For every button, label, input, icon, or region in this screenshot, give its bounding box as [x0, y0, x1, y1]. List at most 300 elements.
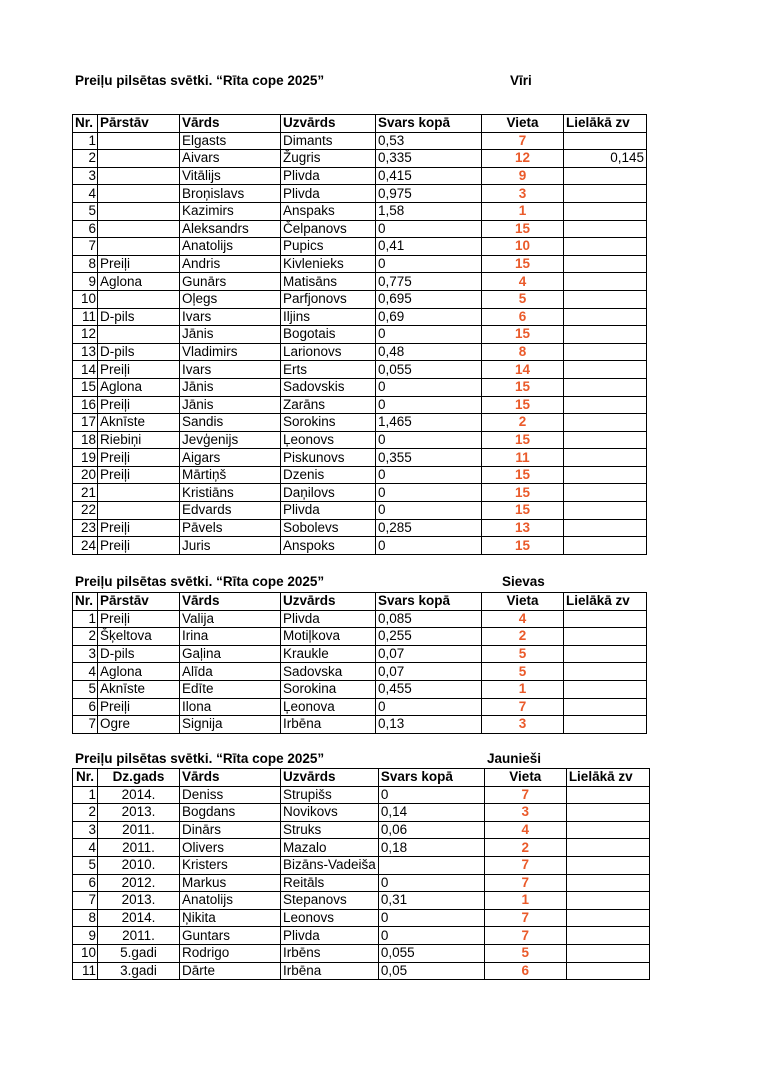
cell-weight: 0	[378, 909, 484, 927]
cell-birth-year: 2010.	[98, 856, 180, 874]
cell-surname: Struks	[281, 821, 379, 839]
cell-name: Anatolijs	[180, 238, 281, 256]
cell-name: Andris	[180, 255, 281, 273]
cell-place: 15	[482, 326, 564, 344]
cell-weight: 0	[378, 927, 484, 945]
cell-place: 6	[484, 962, 566, 980]
header-name: Vārds	[180, 115, 281, 133]
cell-place: 3	[484, 804, 566, 822]
header-surname: Uzvārds	[281, 593, 376, 611]
men-section-header	[75, 73, 715, 91]
table-row	[73, 804, 650, 822]
cell-surname: Irbēns	[281, 944, 379, 962]
cell-biggest	[566, 874, 649, 892]
cell-birth-year: 2011.	[98, 927, 180, 945]
cell-nr: 2	[73, 150, 98, 168]
cell-place: 1	[484, 892, 566, 910]
header-place: Vieta	[482, 115, 564, 133]
table-row	[73, 821, 650, 839]
cell-surname: Sadovskis	[281, 378, 376, 396]
cell-biggest	[564, 308, 647, 326]
cell-name: Dārte	[180, 962, 281, 980]
cell-place: 2	[482, 414, 564, 432]
cell-place: 5	[484, 944, 566, 962]
table-row	[73, 502, 647, 520]
cell-name: Jānis	[180, 396, 281, 414]
cell-from: Preiļi	[98, 449, 180, 467]
cell-biggest	[566, 909, 649, 927]
cell-nr: 11	[73, 962, 98, 980]
header-nr: Nr.	[73, 593, 98, 611]
cell-nr: 7	[73, 892, 98, 910]
cell-nr: 7	[73, 716, 98, 734]
cell-weight: 0,48	[376, 343, 482, 361]
table-row	[73, 519, 647, 537]
cell-biggest	[566, 892, 649, 910]
cell-weight: 0	[376, 326, 482, 344]
cell-name: Jānis	[180, 378, 281, 396]
cell-birth-year: 2011.	[98, 821, 180, 839]
cell-place: 15	[482, 220, 564, 238]
cell-nr: 18	[73, 431, 98, 449]
cell-place: 15	[482, 396, 564, 414]
cell-nr: 5	[73, 680, 98, 698]
cell-biggest	[564, 343, 647, 361]
cell-name: Aivars	[180, 150, 281, 168]
cell-biggest	[564, 361, 647, 379]
cell-from: Aknīste	[98, 680, 180, 698]
cell-place: 12	[482, 150, 564, 168]
cell-weight: 0,69	[376, 308, 482, 326]
cell-name: Ņikita	[180, 909, 281, 927]
cell-surname: Irbēna	[281, 716, 376, 734]
cell-weight: 0,335	[376, 150, 482, 168]
cell-name: Sandis	[180, 414, 281, 432]
cell-weight: 0	[376, 537, 482, 555]
cell-surname: Erts	[281, 361, 376, 379]
cell-biggest	[564, 502, 647, 520]
cell-place: 15	[482, 537, 564, 555]
cell-surname: Anspoks	[281, 537, 376, 555]
header-birth-year: Dz.gads	[98, 769, 180, 787]
cell-nr: 10	[73, 290, 98, 308]
cell-surname: Irbēna	[281, 962, 379, 980]
cell-surname: Kivlenieks	[281, 255, 376, 273]
cell-from: Preiļi	[98, 698, 180, 716]
cell-biggest	[564, 220, 647, 238]
cell-place: 5	[482, 645, 564, 663]
cell-from: D-pils	[98, 343, 180, 361]
cell-nr: 21	[73, 484, 98, 502]
cell-surname: Daņilovs	[281, 484, 376, 502]
cell-surname: Reitāls	[281, 874, 379, 892]
men-category-label: Vīri	[510, 73, 532, 88]
cell-nr: 10	[73, 944, 98, 962]
cell-name: Aigars	[180, 449, 281, 467]
cell-birth-year: 3.gadi	[98, 962, 180, 980]
cell-name: Mārtiņš	[180, 466, 281, 484]
cell-surname: Dzenis	[281, 466, 376, 484]
cell-weight: 0	[376, 698, 482, 716]
cell-surname: Pupics	[281, 238, 376, 256]
table-row	[73, 431, 647, 449]
cell-biggest	[564, 628, 647, 646]
cell-birth-year: 5.gadi	[98, 944, 180, 962]
cell-from: Ogre	[98, 716, 180, 734]
youth-section-header	[75, 751, 715, 769]
cell-place: 8	[482, 343, 564, 361]
table-row	[73, 716, 647, 734]
table-row	[73, 378, 647, 396]
cell-name: Kristiāns	[180, 484, 281, 502]
cell-weight: 0,055	[378, 944, 484, 962]
cell-birth-year: 2014.	[98, 909, 180, 927]
cell-name: Markus	[180, 874, 281, 892]
cell-biggest	[564, 132, 647, 150]
cell-from: Šķeltova	[98, 628, 180, 646]
cell-surname: Plivda	[281, 927, 379, 945]
youth-section-title: Preiļu pilsētas svētki. “Rīta cope 2025”	[75, 751, 325, 766]
cell-surname: Sadovska	[281, 663, 376, 681]
cell-place: 1	[482, 202, 564, 220]
table-row	[73, 150, 647, 168]
cell-name: Valija	[180, 610, 281, 628]
cell-name: Deniss	[180, 786, 281, 804]
cell-name: Broņislavs	[180, 185, 281, 203]
table-row	[73, 326, 647, 344]
cell-weight: 0,415	[376, 167, 482, 185]
cell-nr: 12	[73, 326, 98, 344]
cell-surname: Stepanovs	[281, 892, 379, 910]
table-row	[73, 909, 650, 927]
cell-weight: 0,355	[376, 449, 482, 467]
cell-surname: Parfjonovs	[281, 290, 376, 308]
cell-nr: 20	[73, 466, 98, 484]
cell-weight: 0,695	[376, 290, 482, 308]
cell-from	[98, 290, 180, 308]
cell-name: Alīda	[180, 663, 281, 681]
table-row	[73, 839, 650, 857]
cell-name: Jevģenijs	[180, 431, 281, 449]
cell-name: Elgasts	[180, 132, 281, 150]
cell-place: 15	[482, 431, 564, 449]
cell-biggest	[566, 821, 649, 839]
cell-surname: Ļeonovs	[281, 431, 376, 449]
cell-name: Edīte	[180, 680, 281, 698]
cell-name: Olivers	[180, 839, 281, 857]
header-nr: Nr.	[73, 115, 98, 133]
cell-biggest	[564, 610, 647, 628]
cell-place: 2	[484, 839, 566, 857]
cell-place: 10	[482, 238, 564, 256]
cell-surname: Bogotais	[281, 326, 376, 344]
cell-biggest	[564, 698, 647, 716]
cell-place: 5	[482, 663, 564, 681]
cell-name: Signija	[180, 716, 281, 734]
youth-results-table	[72, 768, 650, 980]
cell-name: Gunārs	[180, 273, 281, 291]
cell-surname: Kraukle	[281, 645, 376, 663]
cell-surname: Matisāns	[281, 273, 376, 291]
cell-biggest	[564, 255, 647, 273]
cell-weight: 0,31	[378, 892, 484, 910]
cell-place: 14	[482, 361, 564, 379]
cell-place: 7	[482, 132, 564, 150]
cell-name: Anatolijs	[180, 892, 281, 910]
cell-birth-year: 2011.	[98, 839, 180, 857]
cell-nr: 3	[73, 645, 98, 663]
cell-biggest	[564, 680, 647, 698]
cell-from: Riebiņi	[98, 431, 180, 449]
table-row	[73, 273, 647, 291]
cell-nr: 6	[73, 220, 98, 238]
cell-nr: 24	[73, 537, 98, 555]
cell-from: Preiļi	[98, 537, 180, 555]
cell-name: Dinārs	[180, 821, 281, 839]
table-row	[73, 238, 647, 256]
cell-weight: 1,465	[376, 414, 482, 432]
cell-place: 15	[482, 502, 564, 520]
cell-from	[98, 238, 180, 256]
cell-place: 7	[482, 698, 564, 716]
cell-nr: 5	[73, 202, 98, 220]
cell-weight: 0,055	[376, 361, 482, 379]
cell-surname: Zarāns	[281, 396, 376, 414]
women-results-table	[72, 592, 647, 734]
cell-surname: Anspaks	[281, 202, 376, 220]
cell-nr: 11	[73, 308, 98, 326]
cell-surname: Mazalo	[281, 839, 379, 857]
cell-weight: 0,18	[378, 839, 484, 857]
men-results-table	[72, 114, 647, 555]
cell-surname: Iljins	[281, 308, 376, 326]
cell-surname: Leonovs	[281, 909, 379, 927]
cell-from: Preiļi	[98, 466, 180, 484]
table-row	[73, 414, 647, 432]
cell-from: Preiļi	[98, 396, 180, 414]
cell-nr: 16	[73, 396, 98, 414]
table-row	[73, 892, 650, 910]
cell-nr: 13	[73, 343, 98, 361]
header-surname: Uzvārds	[281, 769, 379, 787]
cell-biggest	[564, 519, 647, 537]
cell-place: 4	[484, 821, 566, 839]
cell-place: 13	[482, 519, 564, 537]
table-row	[73, 610, 647, 628]
cell-biggest: 0,145	[564, 150, 647, 168]
cell-biggest	[564, 466, 647, 484]
cell-nr: 15	[73, 378, 98, 396]
table-row	[73, 396, 647, 414]
cell-weight: 0,07	[376, 645, 482, 663]
cell-weight: 0,455	[376, 680, 482, 698]
cell-surname: Dimants	[281, 132, 376, 150]
cell-weight: 0,53	[376, 132, 482, 150]
cell-place: 5	[482, 290, 564, 308]
cell-weight	[378, 856, 484, 874]
cell-birth-year: 2014.	[98, 786, 180, 804]
cell-name: Gaļina	[180, 645, 281, 663]
table-row	[73, 856, 650, 874]
men-section-title: Preiļu pilsētas svētki. “Rīta cope 2025”	[75, 73, 325, 88]
cell-weight: 0,06	[378, 821, 484, 839]
cell-place: 15	[482, 378, 564, 396]
cell-nr: 19	[73, 449, 98, 467]
header-nr: Nr.	[73, 769, 98, 787]
cell-weight: 0	[376, 378, 482, 396]
cell-biggest	[566, 927, 649, 945]
cell-biggest	[566, 804, 649, 822]
table-row	[73, 343, 647, 361]
cell-name: Edvards	[180, 502, 281, 520]
cell-birth-year: 2013.	[98, 804, 180, 822]
cell-nr: 4	[73, 839, 98, 857]
table-row	[73, 308, 647, 326]
cell-surname: Novikovs	[281, 804, 379, 822]
cell-nr: 3	[73, 167, 98, 185]
cell-biggest	[564, 414, 647, 432]
header-place: Vieta	[482, 593, 564, 611]
cell-weight: 0	[376, 255, 482, 273]
cell-weight: 0,975	[376, 185, 482, 203]
cell-biggest	[566, 856, 649, 874]
cell-surname: Larionovs	[281, 343, 376, 361]
cell-nr: 1	[73, 786, 98, 804]
women-category-label: Sievas	[502, 574, 545, 589]
cell-name: Bogdans	[180, 804, 281, 822]
table-header-row	[73, 593, 647, 611]
table-header-row	[73, 769, 650, 787]
cell-weight: 0,775	[376, 273, 482, 291]
cell-from: Aglona	[98, 273, 180, 291]
cell-surname: Bizāns-Vadeiša	[281, 856, 379, 874]
header-weight: Svars kopā	[376, 593, 482, 611]
cell-weight: 0,14	[378, 804, 484, 822]
cell-name: Juris	[180, 537, 281, 555]
cell-biggest	[564, 290, 647, 308]
cell-from	[98, 202, 180, 220]
cell-biggest	[566, 839, 649, 857]
table-row	[73, 484, 647, 502]
header-weight: Svars kopā	[376, 115, 482, 133]
cell-surname: Žugris	[281, 150, 376, 168]
cell-place: 15	[482, 255, 564, 273]
cell-weight: 0	[376, 466, 482, 484]
cell-surname: Strupišs	[281, 786, 379, 804]
cell-place: 7	[484, 874, 566, 892]
table-row	[73, 645, 647, 663]
table-row	[73, 962, 650, 980]
table-row	[73, 185, 647, 203]
table-row	[73, 874, 650, 892]
cell-biggest	[564, 449, 647, 467]
cell-place: 15	[482, 466, 564, 484]
cell-place: 4	[482, 273, 564, 291]
cell-weight: 0,13	[376, 716, 482, 734]
cell-weight: 0,285	[376, 519, 482, 537]
header-from: Pārstāv	[98, 593, 180, 611]
cell-surname: Sorokins	[281, 414, 376, 432]
cell-weight: 0,085	[376, 610, 482, 628]
table-row	[73, 167, 647, 185]
cell-from	[98, 132, 180, 150]
header-biggest: Lielākā zv	[564, 593, 647, 611]
cell-biggest	[564, 645, 647, 663]
cell-name: Pāvels	[180, 519, 281, 537]
cell-place: 1	[482, 680, 564, 698]
cell-name: Ivars	[180, 361, 281, 379]
table-row	[73, 290, 647, 308]
cell-name: Ivars	[180, 308, 281, 326]
cell-name: Guntars	[180, 927, 281, 945]
cell-place: 15	[482, 484, 564, 502]
cell-weight: 0,07	[376, 663, 482, 681]
header-name: Vārds	[180, 593, 281, 611]
cell-biggest	[564, 663, 647, 681]
header-weight: Svars kopā	[378, 769, 484, 787]
cell-from: Preiļi	[98, 610, 180, 628]
cell-surname: Plivda	[281, 167, 376, 185]
cell-biggest	[564, 273, 647, 291]
cell-from: D-pils	[98, 645, 180, 663]
cell-nr: 8	[73, 255, 98, 273]
cell-place: 7	[484, 786, 566, 804]
cell-nr: 9	[73, 273, 98, 291]
table-row	[73, 927, 650, 945]
cell-name: Rodrigo	[180, 944, 281, 962]
cell-place: 4	[482, 610, 564, 628]
table-row	[73, 466, 647, 484]
cell-biggest	[564, 167, 647, 185]
header-surname: Uzvārds	[281, 115, 376, 133]
cell-surname: Plivda	[281, 610, 376, 628]
cell-biggest	[566, 786, 649, 804]
table-header-row	[73, 115, 647, 133]
table-row	[73, 202, 647, 220]
cell-from: Aglona	[98, 663, 180, 681]
cell-name: Kazimirs	[180, 202, 281, 220]
table-row	[73, 786, 650, 804]
cell-biggest	[564, 431, 647, 449]
cell-from	[98, 220, 180, 238]
cell-place: 9	[482, 167, 564, 185]
cell-surname: Piskunovs	[281, 449, 376, 467]
cell-surname: Plivda	[281, 185, 376, 203]
cell-biggest	[564, 326, 647, 344]
table-row	[73, 944, 650, 962]
cell-nr: 2	[73, 804, 98, 822]
cell-weight: 0	[376, 484, 482, 502]
cell-place: 3	[482, 185, 564, 203]
cell-place: 7	[484, 909, 566, 927]
table-row	[73, 628, 647, 646]
cell-weight: 0	[378, 786, 484, 804]
cell-biggest	[564, 537, 647, 555]
cell-name: Vitālijs	[180, 167, 281, 185]
cell-biggest	[566, 944, 649, 962]
cell-name: Kristers	[180, 856, 281, 874]
cell-biggest	[564, 716, 647, 734]
cell-nr: 1	[73, 132, 98, 150]
table-row	[73, 449, 647, 467]
cell-biggest	[564, 202, 647, 220]
cell-weight: 0	[376, 396, 482, 414]
table-row	[73, 698, 647, 716]
cell-weight: 0	[378, 874, 484, 892]
header-from: Pārstāv	[98, 115, 180, 133]
header-biggest: Lielākā zv	[564, 115, 647, 133]
cell-weight: 0	[376, 220, 482, 238]
